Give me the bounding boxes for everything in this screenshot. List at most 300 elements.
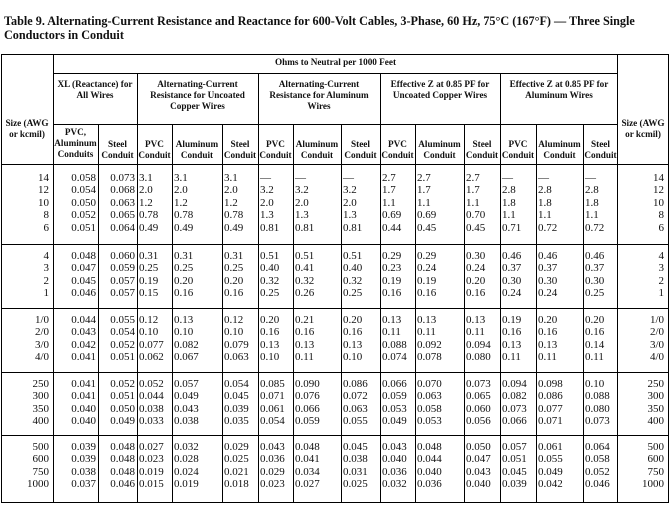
table-cell: 0.050 — [110, 402, 135, 415]
table-cell: 2.0 — [224, 184, 238, 197]
table-cell: 0.094 — [466, 338, 491, 351]
table-cell: 0.066 — [502, 415, 527, 428]
table-cell: 0.10 — [174, 326, 194, 339]
size-label-right: 10 — [653, 196, 664, 209]
table-cell: 0.11 — [502, 351, 521, 364]
table-cell: 0.15 — [139, 287, 159, 300]
table-cell: 0.052 — [585, 465, 610, 478]
table-cell: 0.038 — [139, 402, 164, 415]
table-cell: 1.2 — [174, 196, 188, 209]
table-cell: 0.051 — [71, 221, 96, 234]
table-cell: 1.3 — [295, 209, 309, 222]
table-cell: 1.7 — [466, 184, 480, 197]
table-cell: 1.1 — [538, 209, 552, 222]
table-cell: 0.043 — [260, 441, 285, 453]
table-cell: 0.31 — [139, 250, 159, 262]
table-cell: 0.16 — [585, 326, 605, 339]
table-cell: 0.049 — [110, 415, 135, 428]
table-cell: 0.057 — [110, 287, 135, 300]
table-cell: 0.37 — [502, 262, 522, 275]
size-label-right: 300 — [647, 390, 664, 403]
table-cell: 0.043 — [174, 402, 199, 415]
table-cell: 0.46 — [502, 250, 522, 262]
table-cell: 0.30 — [585, 274, 605, 287]
table-cell: 0.49 — [139, 221, 159, 234]
table-cell: 0.063 — [110, 196, 135, 209]
table-cell: 0.69 — [417, 209, 437, 222]
table-cell: 0.063 — [224, 351, 249, 364]
table-cell: 0.071 — [260, 390, 285, 403]
table-cell: 0.20 — [224, 274, 244, 287]
table-cell: 0.25 — [139, 262, 159, 275]
size-label-left: 350 — [32, 402, 49, 415]
table-cell: 0.043 — [466, 465, 491, 478]
size-label-right: 2/0 — [649, 326, 664, 339]
table-cell: 0.061 — [260, 402, 285, 415]
table-cell: 0.13 — [502, 338, 522, 351]
table-cell: 0.088 — [382, 338, 407, 351]
table-cell: 0.079 — [224, 338, 249, 351]
table-cell: 0.20 — [466, 274, 486, 287]
column-header: Aluminum Conduit — [175, 139, 219, 160]
table-cell: — — [502, 172, 513, 184]
size-label-right: 350 — [647, 402, 664, 415]
table-cell: 0.32 — [295, 274, 315, 287]
table-cell: 1.8 — [538, 196, 552, 209]
table-cell: 0.048 — [110, 441, 135, 453]
column-divider — [536, 124, 537, 503]
table-cell: 0.20 — [538, 314, 558, 326]
table-cell: 0.027 — [295, 478, 320, 491]
table-cell: 1.1 — [417, 196, 431, 209]
table-cell: 0.070 — [417, 378, 442, 390]
table-cell: 0.040 — [71, 415, 96, 428]
table-cell: 2.8 — [502, 184, 516, 197]
size-label-right: 600 — [647, 453, 664, 466]
row-block-rule — [1, 308, 668, 309]
table-cell: 0.088 — [585, 390, 610, 403]
table-cell: 0.13 — [260, 338, 280, 351]
table-cell: 0.16 — [417, 287, 437, 300]
table-cell: 0.064 — [585, 441, 610, 453]
table-cell: 0.080 — [466, 351, 491, 364]
table-cell: 2.0 — [139, 184, 153, 197]
table-cell: 0.041 — [295, 453, 320, 466]
table-cell: 2.8 — [538, 184, 552, 197]
table-cell: 0.090 — [295, 378, 320, 390]
table-cell: 0.082 — [174, 338, 199, 351]
table-cell: 0.060 — [466, 402, 491, 415]
column-divider — [293, 124, 294, 503]
table-cell: 0.81 — [295, 221, 315, 234]
size-label-left: 8 — [43, 209, 49, 222]
table-cell: 0.029 — [260, 465, 285, 478]
table-cell: 0.048 — [110, 465, 135, 478]
table-cell: 0.11 — [417, 326, 436, 339]
table-cell: 0.036 — [417, 478, 442, 491]
table-cell: 0.024 — [174, 465, 199, 478]
size-label-left: 600 — [32, 453, 49, 466]
table-cell: 0.058 — [417, 402, 442, 415]
table-cell: 0.051 — [110, 390, 135, 403]
column-header: Aluminum Conduit — [418, 139, 461, 160]
table-cell: 0.81 — [260, 221, 280, 234]
table-cell: 0.24 — [502, 287, 522, 300]
table-cell: — — [295, 172, 306, 184]
table-cell: 0.25 — [260, 287, 280, 300]
size-label-left: 500 — [32, 441, 49, 453]
table-cell: 0.23 — [382, 262, 402, 275]
table-cell: 0.44 — [382, 221, 402, 234]
table-cell: 0.067 — [174, 351, 199, 364]
column-header: PVC Conduit — [138, 139, 171, 160]
size-label-right: 3/0 — [649, 338, 664, 351]
table-cell: 0.19 — [139, 274, 159, 287]
table-cell: 0.16 — [466, 287, 486, 300]
size-label-right: 1000 — [642, 478, 664, 491]
table-cell: 2.0 — [174, 184, 188, 197]
table-cell: 2.7 — [417, 172, 431, 184]
column-divider — [583, 124, 584, 503]
table-cell: 0.12 — [224, 314, 244, 326]
size-label-left: 2/0 — [34, 326, 49, 339]
table-cell: 0.073 — [110, 172, 135, 184]
size-label-right: 6 — [658, 221, 664, 234]
size-label-right: 3 — [658, 262, 664, 275]
table-cell: 0.029 — [224, 441, 249, 453]
table-cell: 0.71 — [502, 221, 522, 234]
table-cell: 0.052 — [139, 378, 164, 390]
table-cell: 0.043 — [382, 441, 407, 453]
table-cell: 0.29 — [382, 250, 402, 262]
group-divider — [258, 73, 259, 503]
table-cell: 0.051 — [502, 453, 527, 466]
table-cell: 0.057 — [174, 378, 199, 390]
table-cell: 0.11 — [295, 351, 314, 364]
size-label-right: 500 — [647, 441, 664, 453]
size-label-right: 1/0 — [649, 314, 664, 326]
table-cell: 0.25 — [585, 287, 605, 300]
column-header: Steel Conduit — [223, 139, 257, 160]
size-label-left: 400 — [32, 415, 49, 428]
column-header: PVC Conduit — [501, 139, 535, 160]
row-block-rule — [1, 244, 668, 245]
table-cell: 0.047 — [466, 453, 491, 466]
size-label-left: 1000 — [27, 478, 49, 491]
size-label-left: 3 — [43, 262, 49, 275]
table-cell: 0.057 — [110, 274, 135, 287]
table-cell: 0.045 — [224, 390, 249, 403]
table-cell: 0.059 — [295, 415, 320, 428]
table-cell: 0.45 — [417, 221, 437, 234]
table-cell: 0.46 — [538, 250, 558, 262]
table-cell: 0.048 — [110, 453, 135, 466]
table-cell: 0.044 — [139, 390, 164, 403]
size-label-right: 2 — [658, 274, 664, 287]
table-cell: 0.082 — [502, 390, 527, 403]
table-cell: 0.021 — [224, 465, 249, 478]
column-header: Steel Conduit — [465, 139, 499, 160]
column-header: Steel Conduit — [584, 139, 617, 160]
size-label-left: 14 — [38, 172, 49, 184]
table-cell: 0.78 — [174, 209, 194, 222]
table-cell: 0.094 — [502, 378, 527, 390]
table-cell: 0.032 — [174, 441, 199, 453]
table-cell: 0.041 — [71, 351, 96, 364]
table-cell: 0.050 — [71, 196, 96, 209]
table-cell: 0.31 — [174, 250, 194, 262]
size-label-left: 4 — [43, 250, 49, 262]
table-cell: 0.048 — [295, 441, 320, 453]
table-cell: 3.2 — [260, 184, 274, 197]
table-cell: 0.060 — [110, 250, 135, 262]
table-cell: 0.065 — [466, 390, 491, 403]
group-header: Effective Z at 0.85 PF for Uncoated Copper Wires — [390, 79, 490, 100]
table-cell: 0.019 — [139, 465, 164, 478]
table-cell: 0.14 — [585, 338, 605, 351]
table-cell: 0.052 — [110, 378, 135, 390]
table-cell: 0.37 — [538, 262, 558, 275]
table-cell: 0.048 — [417, 441, 442, 453]
table-cell: 0.073 — [466, 378, 491, 390]
size-label-right: 4/0 — [649, 351, 664, 364]
table-cell: 0.066 — [382, 378, 407, 390]
table-cell: 0.066 — [295, 402, 320, 415]
group-header: Alternating-Current Resistance for Uncoated Copper Wires — [150, 79, 245, 111]
table-cell: 0.20 — [260, 314, 280, 326]
table-cell: 0.092 — [417, 338, 442, 351]
table-cell: 2.0 — [260, 196, 274, 209]
table-cell: 0.20 — [585, 314, 605, 326]
group-header: Alternating-Current Resistance for Aluminum Wires — [269, 79, 369, 111]
size-label-right: 1 — [658, 287, 664, 300]
table-cell: 0.16 — [502, 326, 522, 339]
size-label-left: 2 — [43, 274, 49, 287]
table-cell: 0.049 — [538, 465, 563, 478]
table-cell: 0.042 — [538, 478, 563, 491]
size-label-left: 1 — [43, 287, 49, 300]
group-divider — [380, 73, 381, 503]
table-cell: 0.018 — [224, 478, 249, 491]
table-cell: 0.30 — [466, 250, 486, 262]
table-cell: 0.16 — [224, 287, 244, 300]
table-cell: 0.51 — [343, 250, 363, 262]
size-label-left: 6 — [43, 221, 49, 234]
table-cell: 0.036 — [260, 453, 285, 466]
table-cell: 0.16 — [382, 287, 402, 300]
super-header: Ohms to Neutral per 1000 Feet — [274, 57, 397, 67]
table-cell: 0.40 — [260, 262, 280, 275]
table-cell: 0.055 — [538, 453, 563, 466]
table-cell: 0.11 — [585, 351, 604, 364]
table-cell: 0.038 — [71, 465, 96, 478]
table-cell: 0.72 — [585, 221, 605, 234]
table-cell: 0.059 — [382, 390, 407, 403]
table-cell: 0.25 — [174, 262, 194, 275]
table-cell: 0.053 — [417, 415, 442, 428]
table-cell: 0.29 — [417, 250, 437, 262]
table-cell: 0.054 — [224, 378, 249, 390]
size-label-left: 4/0 — [34, 351, 49, 364]
table-cell: 0.059 — [110, 262, 135, 275]
table-cell: 0.12 — [139, 314, 159, 326]
table-cell: 0.16 — [343, 326, 363, 339]
table-cell: 0.13 — [174, 314, 194, 326]
table-cell: 0.37 — [585, 262, 605, 275]
table-cell: 0.30 — [502, 274, 522, 287]
table-cell: 0.037 — [71, 478, 96, 491]
table-cell: 0.039 — [71, 441, 96, 453]
table-cell: 0.047 — [71, 262, 96, 275]
table-cell: 0.040 — [382, 453, 407, 466]
column-header: Aluminum Conduit — [538, 139, 581, 160]
table-cell: 3.1 — [224, 172, 238, 184]
table-cell: 0.45 — [466, 221, 486, 234]
table-cell: 0.055 — [110, 314, 135, 326]
table-cell: 0.19 — [502, 314, 522, 326]
table-cell: 3.2 — [343, 184, 357, 197]
table-cell: 0.13 — [466, 314, 486, 326]
table-cell: 0.19 — [382, 274, 402, 287]
table-cell: 0.055 — [343, 415, 368, 428]
table-cell: 0.044 — [71, 314, 96, 326]
table-cell: 0.054 — [71, 184, 96, 197]
table-cell: 0.054 — [110, 326, 135, 339]
column-divider — [341, 124, 342, 503]
size-label-right: 4 — [658, 250, 664, 262]
table-cell: 0.052 — [71, 209, 96, 222]
table-cell: 0.032 — [382, 478, 407, 491]
table-cell: 0.077 — [538, 402, 563, 415]
table-cell: 1.1 — [382, 196, 396, 209]
table-cell: 0.49 — [224, 221, 244, 234]
table-cell: 0.058 — [71, 172, 96, 184]
table-cell: 0.023 — [260, 478, 285, 491]
table-cell: 0.20 — [174, 274, 194, 287]
table-cell: 0.072 — [343, 390, 368, 403]
table-cell: 0.046 — [71, 287, 96, 300]
size-label-right: 400 — [647, 415, 664, 428]
table-cell: 0.048 — [71, 250, 96, 262]
size-label-left: 10 — [38, 196, 49, 209]
table-cell: 0.13 — [538, 338, 558, 351]
table-cell: 0.049 — [174, 390, 199, 403]
table-cell: 0.080 — [585, 402, 610, 415]
table-cell: 0.068 — [110, 184, 135, 197]
table-cell: 0.073 — [585, 415, 610, 428]
table-cell: 0.042 — [71, 338, 96, 351]
table-cell: 0.027 — [139, 441, 164, 453]
column-divider — [464, 124, 465, 503]
table-cell: 0.076 — [295, 390, 320, 403]
column-header: Aluminum Conduit — [295, 139, 339, 160]
table-cell: 0.034 — [295, 465, 320, 478]
table-cell: 0.25 — [343, 287, 363, 300]
table-cell: 0.16 — [174, 287, 194, 300]
table-cell: 0.077 — [139, 338, 164, 351]
table-cell: 0.13 — [343, 338, 363, 351]
table-cell: 0.24 — [538, 287, 558, 300]
table-cell: 0.78 — [139, 209, 159, 222]
size-label-left: 250 — [32, 378, 49, 390]
table-cell: 1.7 — [417, 184, 431, 197]
table-cell: 0.51 — [260, 250, 280, 262]
column-header: PVC Conduit — [381, 139, 414, 160]
column-header: PVC Conduit — [259, 139, 292, 160]
table-cell: 0.050 — [466, 441, 491, 453]
table-cell: 0.038 — [174, 415, 199, 428]
table-cell: 0.10 — [139, 326, 159, 339]
row-block-rule — [1, 372, 668, 373]
table-cell: 0.11 — [466, 326, 485, 339]
column-header: Steel Conduit — [344, 139, 377, 160]
column-divider — [98, 124, 99, 503]
table-cell: 0.32 — [343, 274, 363, 287]
table-cell: 1.8 — [502, 196, 516, 209]
table-cell: 0.69 — [382, 209, 402, 222]
size-header-right: Size (AWG or kcmil) — [621, 118, 665, 139]
table-cell: 0.057 — [502, 441, 527, 453]
table-cell: 1.1 — [502, 209, 516, 222]
table-cell: 0.078 — [417, 351, 442, 364]
column-header-rule — [1, 164, 668, 165]
size-label-left: 750 — [32, 465, 49, 478]
table-cell: 0.31 — [224, 250, 244, 262]
table-cell: 0.058 — [585, 453, 610, 466]
table-cell: 0.085 — [260, 378, 285, 390]
table-cell: 0.041 — [71, 378, 96, 390]
table-title: Table 9. Alternating-Current Resistance and Reactance for 600-Volt Cables, 3-Phase, 60 Hz, 75°C (167°F) — Three Single Conductors in Conduit — [4, 14, 635, 42]
table-cell: 0.074 — [382, 351, 407, 364]
size-label-right: 8 — [658, 209, 664, 222]
table-cell: 0.24 — [466, 262, 486, 275]
table-cell: 0.046 — [585, 478, 610, 491]
table-cell: 0.16 — [538, 326, 558, 339]
group-divider — [137, 73, 138, 503]
table-cell: 0.043 — [71, 326, 96, 339]
size-label-right: 12 — [653, 184, 664, 197]
table-cell: 0.028 — [174, 453, 199, 466]
table-cell: 0.019 — [174, 478, 199, 491]
table-cell: 0.098 — [538, 378, 563, 390]
table-cell: 1.1 — [466, 196, 480, 209]
table-cell: 0.19 — [417, 274, 437, 287]
column-divider — [172, 124, 173, 503]
table-cell: 0.045 — [343, 441, 368, 453]
table-cell: 0.033 — [139, 415, 164, 428]
table-cell: 0.045 — [71, 274, 96, 287]
row-block-rule — [1, 435, 668, 436]
table-cell: 0.045 — [502, 465, 527, 478]
size-label-left: 12 — [38, 184, 49, 197]
table-cell: 1.1 — [585, 209, 599, 222]
table-cell: 0.025 — [343, 478, 368, 491]
table-cell: 0.10 — [585, 378, 605, 390]
table-cell: 0.071 — [538, 415, 563, 428]
table-cell: 0.16 — [295, 326, 315, 339]
table-cell: 0.41 — [295, 262, 315, 275]
table-cell: — — [585, 172, 596, 184]
table-cell: 0.040 — [71, 402, 96, 415]
table-cell: 1.3 — [343, 209, 357, 222]
table-cell: 0.040 — [466, 478, 491, 491]
table-cell: 2.7 — [382, 172, 396, 184]
table-cell: 0.061 — [538, 441, 563, 453]
table-cell: 0.24 — [417, 262, 437, 275]
table-cell: — — [538, 172, 549, 184]
table-cell: 0.086 — [538, 390, 563, 403]
table-cell: 0.039 — [71, 453, 96, 466]
